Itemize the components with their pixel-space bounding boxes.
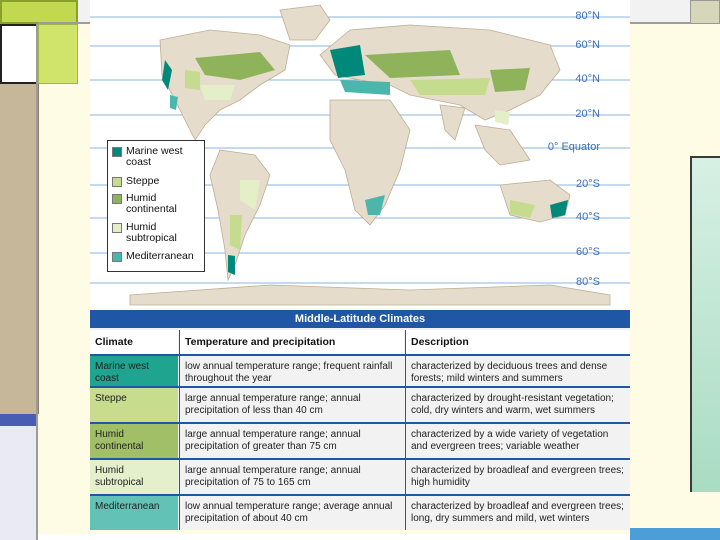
decor-lime-square xyxy=(38,24,78,84)
legend-item-marine-west-coast xyxy=(112,146,198,168)
temperature-cell: large annual temperature range; annual precipitation of 75 to 165 cm xyxy=(185,465,361,488)
latitude-label-20s: 20°S xyxy=(576,178,600,190)
legend-swatch xyxy=(112,177,122,187)
latitude-label-40n: 40°N xyxy=(575,73,600,85)
legend-label: Humid continental xyxy=(126,192,177,215)
decor-top-right-box xyxy=(690,0,720,24)
legend-item-mediterranean xyxy=(112,251,198,262)
latitude-label-80n: 80°N xyxy=(575,10,600,22)
legend-swatch xyxy=(112,194,122,204)
decor-blue-bar xyxy=(0,414,38,426)
latitude-label-60n: 60°N xyxy=(575,39,600,51)
temperature-cell: low annual temperature range; average annual precipitation of about 40 cm xyxy=(185,501,393,524)
latitude-label-80s: 80°S xyxy=(576,276,600,288)
legend-item-steppe xyxy=(112,176,198,187)
legend-label: Mediterranean xyxy=(126,250,194,262)
description-cell: characterized by deciduous trees and dense forests; mild winters and summers xyxy=(411,361,608,384)
climate-name-cell: Humid continental xyxy=(90,424,178,458)
table-title: Middle-Latitude Climates xyxy=(90,310,630,328)
legend-swatch xyxy=(112,252,122,262)
climate-table xyxy=(90,310,630,530)
latitude-label-40s: 40°S xyxy=(576,211,600,223)
latitude-label-60s: 60°S xyxy=(576,246,600,258)
legend-swatch xyxy=(112,147,122,157)
latitude-label-equator: 0° Equator xyxy=(547,141,600,153)
decor-white-square xyxy=(0,24,38,84)
latitude-label-20n: 20°N xyxy=(575,108,600,120)
decor-bottom-blue-bar xyxy=(630,528,720,540)
legend-item-humid-continental xyxy=(112,193,198,215)
legend-item-humid-subtropical xyxy=(112,222,198,244)
decor-tan-column xyxy=(0,84,39,414)
column-divider xyxy=(179,330,180,530)
legend-label: Humid subtropical xyxy=(126,221,177,244)
climate-name-cell: Steppe xyxy=(90,388,178,422)
header-temperature: Temperature and precipitation xyxy=(180,330,404,354)
climate-name-cell: Mediterranean xyxy=(90,496,178,530)
temperature-cell: low annual temperature range; frequent rainfall throughout the year xyxy=(185,361,393,384)
climate-name-cell: Marine west coast xyxy=(90,356,178,386)
legend-swatch xyxy=(112,223,122,233)
column-divider xyxy=(405,330,406,530)
temperature-cell: large annual temperature range; annual precipitation of less than 40 cm xyxy=(185,393,361,416)
decor-left-lower xyxy=(0,426,38,540)
header-climate: Climate xyxy=(90,330,178,354)
decor-green-square xyxy=(0,0,78,24)
description-cell: characterized by a wide variety of vegetation and evergreen trees; variable weather xyxy=(411,429,609,452)
description-cell: characterized by drought-resistant vegetation; cold, dry winters and warm, wet summers xyxy=(411,393,614,416)
decor-vertical-line xyxy=(36,24,38,540)
climate-name-cell: Humid subtropical xyxy=(90,460,178,494)
legend-label: Steppe xyxy=(126,175,160,187)
description-cell: characterized by broadleaf and evergreen trees; long, dry summers and mild, wet winters xyxy=(411,501,624,524)
header-description: Description xyxy=(406,330,630,354)
legend-label: Marine west coast xyxy=(126,145,183,168)
description-cell: characterized by broadleaf and evergreen trees; high humidity xyxy=(411,465,624,488)
temperature-cell: large annual temperature range; annual precipitation of greater than 75 cm xyxy=(185,429,361,452)
decor-right-green-panel xyxy=(690,156,720,492)
map-legend xyxy=(107,140,205,272)
